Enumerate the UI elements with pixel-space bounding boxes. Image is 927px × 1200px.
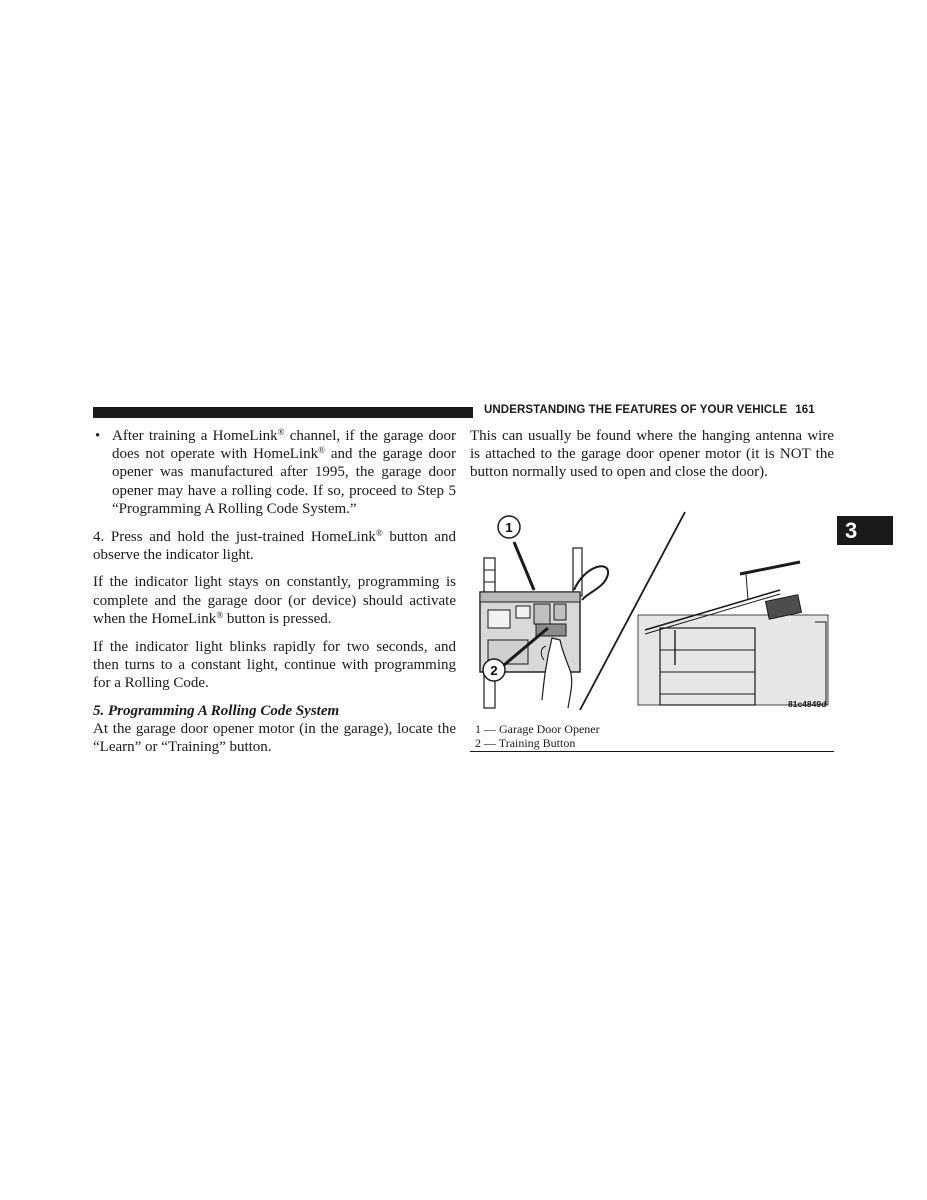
bullet-dot: • xyxy=(95,428,101,444)
figure-legend xyxy=(475,722,834,750)
garage-opener-illustration xyxy=(470,510,834,715)
step-5-heading: 5. Programming A Rolling Code System xyxy=(93,702,340,719)
figure-code: 81c4849d xyxy=(788,699,827,709)
step-5-text: At the garage door opener motor (in the garage), locate the “Learn” or “Training” button. xyxy=(93,720,456,756)
callout-2-label: 2 xyxy=(490,663,498,678)
header-rule xyxy=(93,407,473,418)
step-4: 4. Press and hold the just-trained HomeLink® button and observe the indicator light. xyxy=(93,527,457,563)
header-title: UNDERSTANDING THE FEATURES OF YOUR VEHICLE xyxy=(484,404,788,416)
legend-rule xyxy=(470,751,834,752)
running-header xyxy=(484,404,834,416)
legend-item-1: 1 — Garage Door Opener xyxy=(475,722,600,736)
callout-1-label: 1 xyxy=(505,520,513,535)
section-tab: 3 xyxy=(837,516,893,545)
opener-closeup xyxy=(480,548,608,708)
garage-overview xyxy=(638,562,828,705)
left-column xyxy=(93,427,456,756)
bullet-text: After training a HomeLink® channel, if the garage door does not operate with HomeLink® and the garage door opener was manufactured after 1995, the garage door opener may have a rolling code. If so, proceed to Step 5 “Programming A Rolling Code System.” xyxy=(112,427,457,517)
paragraph-blinking-light: If the indicator light blinks rapidly for two seconds, and then turns to a constant light, continue with programming for a Rolling Code. xyxy=(93,638,456,691)
legend-item-2: 2 — Training Button xyxy=(475,736,576,750)
intro-paragraph: This can usually be found where the hanging antenna wire is attached to the garage door opener motor (it is NOT the button normally used to open and close the door). xyxy=(470,428,834,481)
page-number: 161 xyxy=(795,404,815,416)
right-column xyxy=(470,427,834,482)
illustration-svg xyxy=(470,510,834,715)
paragraph-constant-light: If the indicator light stays on constantly, programming is complete and the garage door (or device) should activate when the HomeLink® button is pressed. xyxy=(93,574,456,627)
bullet-item xyxy=(93,427,456,518)
callout-1-leader xyxy=(514,542,534,590)
